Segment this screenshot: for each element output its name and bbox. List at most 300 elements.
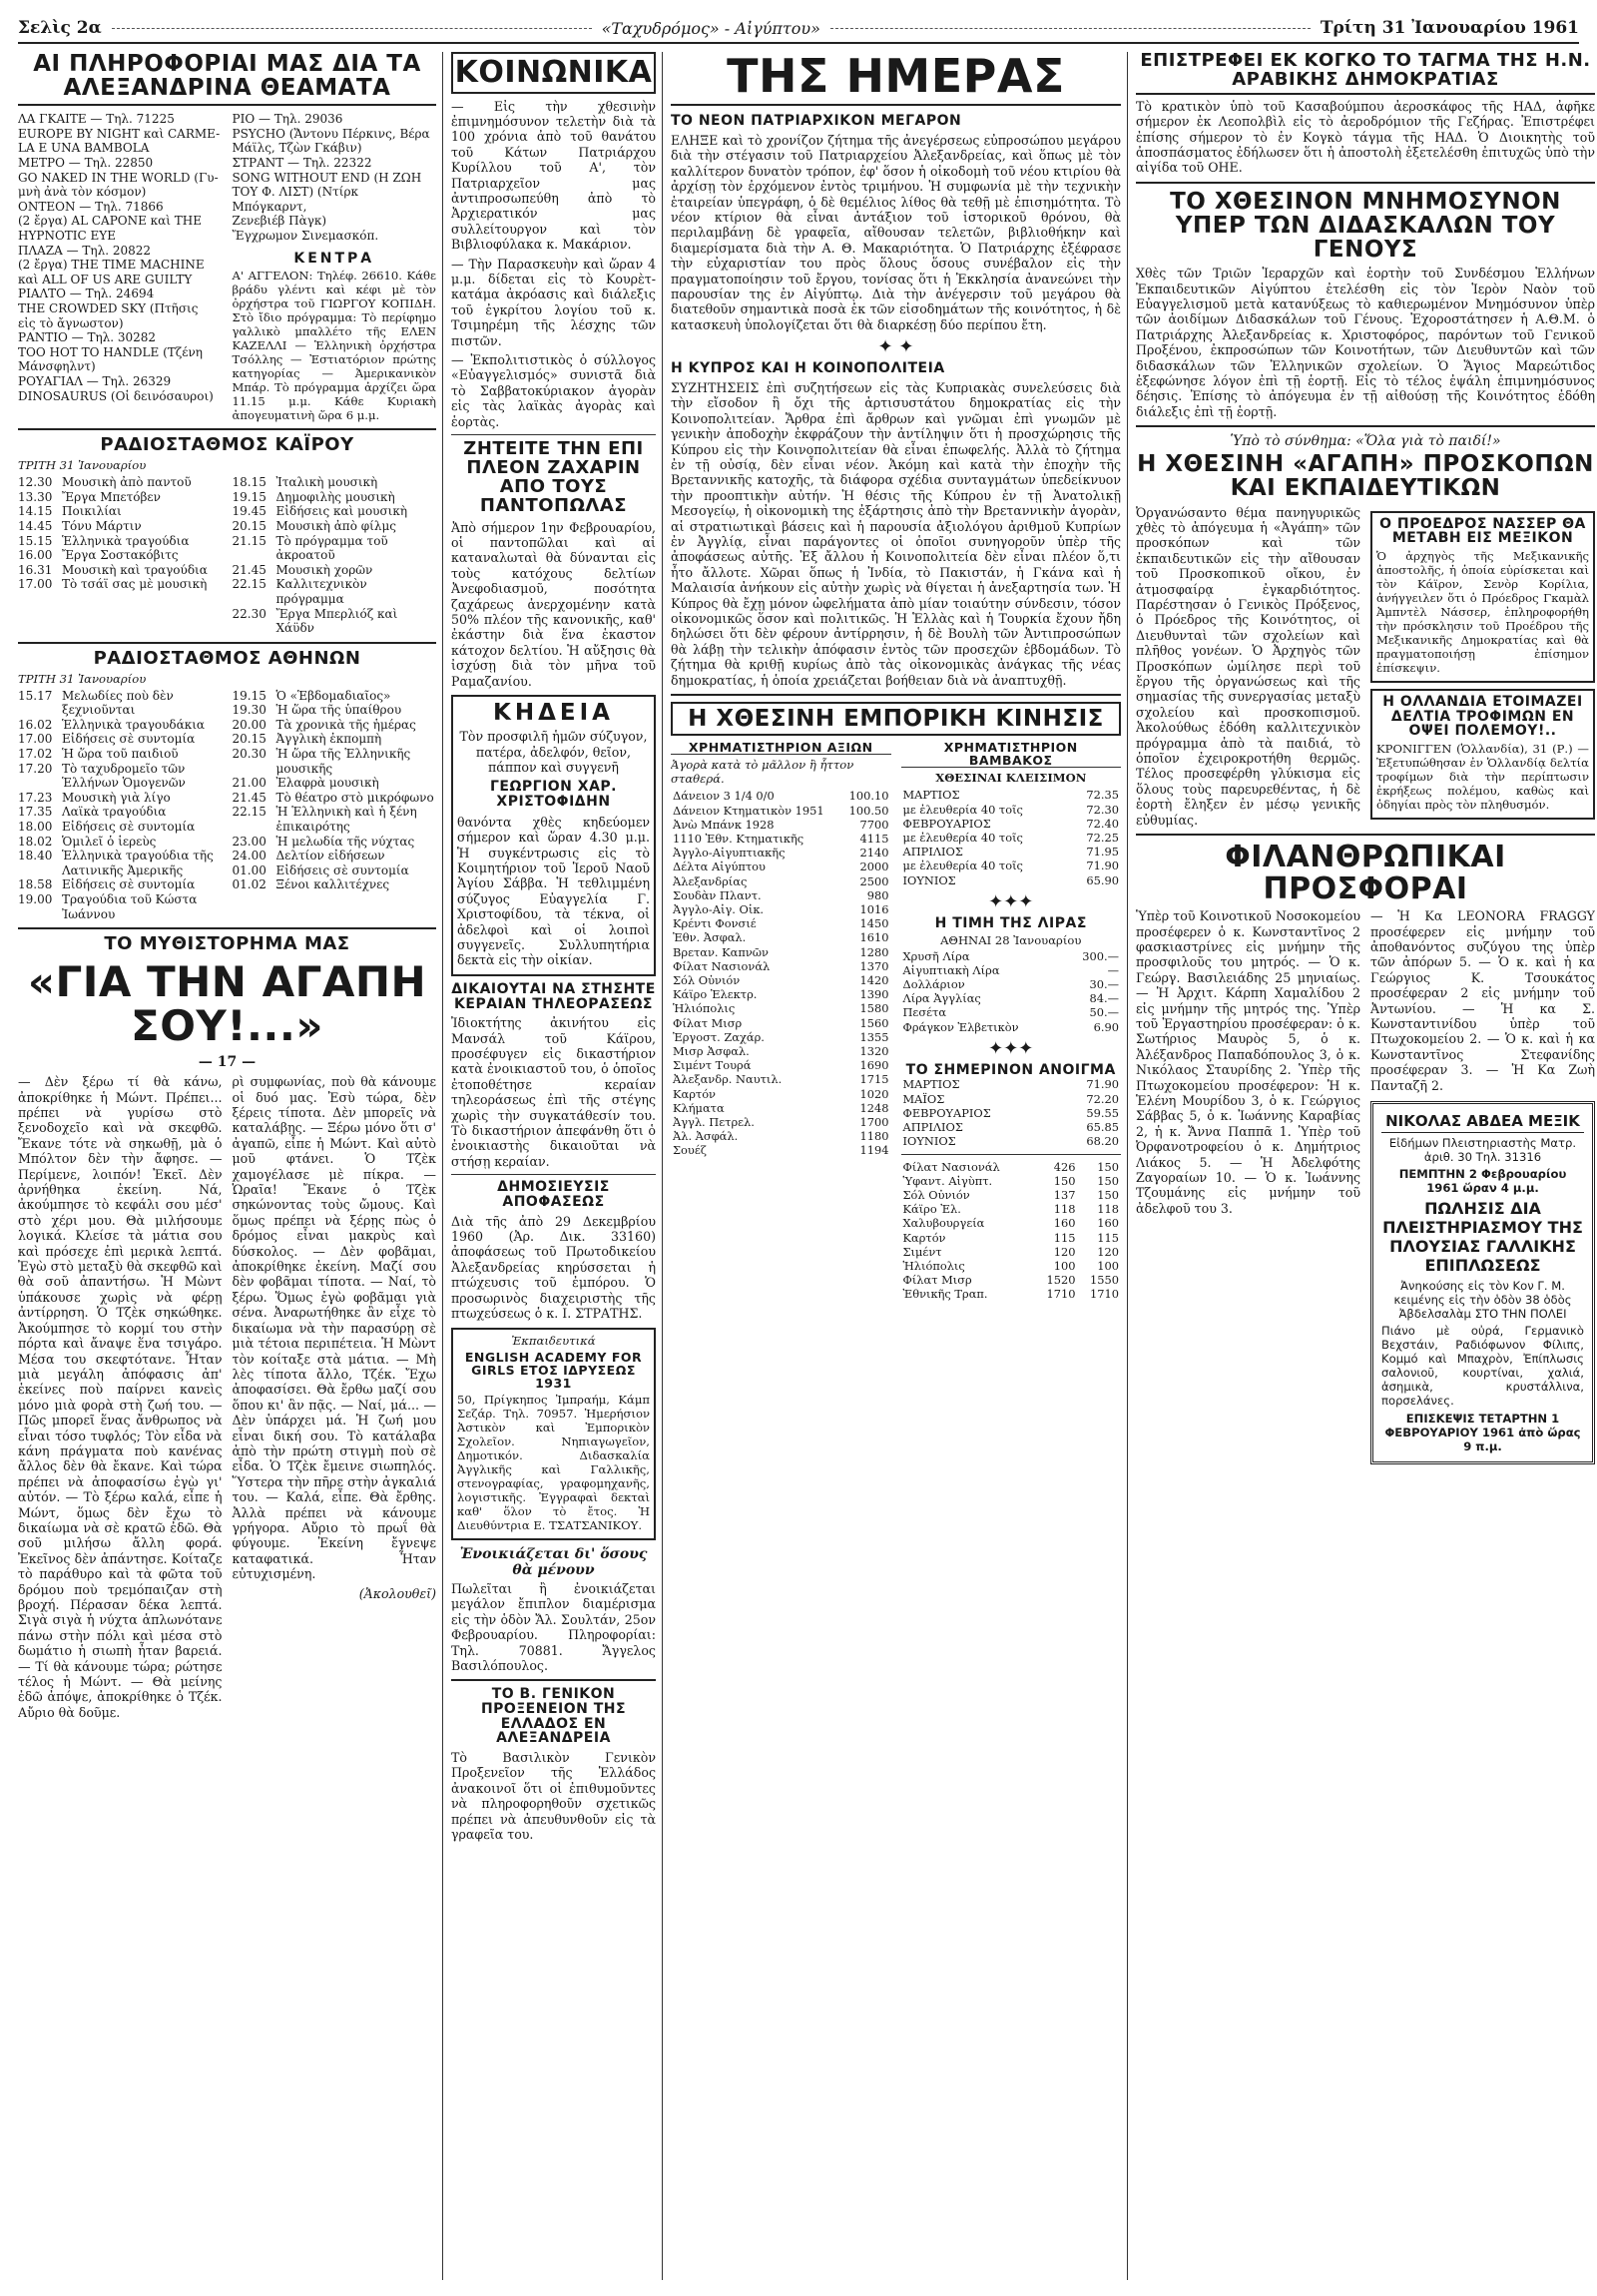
- opening-heading: ΤΟ ΣΗΜΕΡΙΝΟΝ ΑΝΟΙΓΜΑ: [905, 1061, 1116, 1078]
- table-label: Ἐθν. Ἀσφαλ.: [673, 930, 747, 945]
- schedule-program: Ἑλληνικὰ τραγουδάκια: [62, 717, 206, 732]
- schedule-row: [233, 504, 437, 519]
- table-label: Δάνειον 3 1/4 0/0: [673, 789, 775, 804]
- schedule-program: Ἡ ὥρα τοῦ παιδιοῦ: [62, 747, 179, 761]
- holland-text: ΚΡΟΝΙΓΓΕΝ (Ὁλλανδία), 31 (Ρ.) — Ἐξετυπώθησαν ἐν Ὁλλανδίᾳ δελτία τροφίμων διὰ τὴν περίπτωσιν ἐκρήξεως πολέμου, καθὼς καὶ ὁδηγίαι πρὸς τὸν πληθυσμόν.: [1376, 742, 1589, 813]
- schedule-row: [233, 732, 437, 747]
- table-value: 1180: [859, 1129, 889, 1144]
- novel-text-left: — Δὲν ξέρω τί θὰ κάνω, ἀποκρίθηκε ἡ Μώντ. Πρέπει... πρέπει νὰ γυρίσω στὸ ξενοδοχεῖο καὶ νὰ σκεφθῶ. Ἔκανε τότε νὰ σηκωθῇ, μὰ ὁ Μπόλτον δὲν τὴν ἄφησε. — Περίμενε, λοιπόν! Ἐκεῖ. Δὲν ἀρνήθηκα ἐκείνη. Νά, ἀκούμπησε τὸ κεφάλι σου μέσ' στὸ χέρι μου. Θὰ μιλήσουμε λογικά. Κλείσε τὰ μάτια σου καὶ πρόσεχε ἐπὶ μερικὰ λεπτά. Ἐγὼ στὸ μεταξὺ θὰ σκεφθῶ καὶ θὰ σοῦ ἀπαντήσω. Ἡ Μὼντ ὑπάκουσε χωρὶς νὰ φέρῃ ἀντίρρηση. Ὁ Τζὲκ σηκώθηκε. Ἀκούμπησε τὸ κορμί του στὴν πόρτα καὶ ἄναψε ἕνα τσιγάρο. Μέσα του σκεφτότανε. Ἦταν μιὰ μεγάλη ἀπόφασις ἀπ' ἐκείνες ποὺ παίρνει κανεὶς μόνο μιὰ φορὰ στὴ ζωή του. — Πῶς μπορεῖ ἕνας ἄνθρωπος νὰ εἶναι τόσο τυφλός; Τὸν εἶδα νὰ κάνη πράγματα ποὺ κανένας ἄλλος δὲν θὰ ἔκανε. Καὶ τώρα πρέπει νὰ ἀποφασίσω ἐγὼ γι' αὐτόν. — Τὸ ξέρω καλά, εἶπε ἡ Μώντ, ὅμως δὲν ἔχω τὸ δικαίωμα νὰ σὲ κρατῶ ἐδῶ. Θὰ σοῦ μιλήσω ἄλλη φορά. Ἐκεῖνος δὲν ἀπάντησε. Κοίταζε τὸ παράθυρο καὶ τὰ φῶτα τοῦ δρόμου ποὺ τρεμόπαιζαν στὴ βροχή. Πέρασαν δέκα λεπτά. Σιγὰ σιγὰ ἡ νύχτα ἁπλωνότανε πάνω στὴν πόλι καὶ μέσα στὸ δωμάτιο ἡ σιωπὴ ἦταν βαρειά. — Τί θὰ κάνουμε τώρα; ρώτησε τέλος ἡ Μώντ. — Θὰ μείνης ἐδῶ ἀπόψε, ἀποκρίθηκε ὁ Τζέκ. Αὔριο θὰ δοῦμε.: [18, 1074, 223, 1720]
- stock-exchange-heading: ΧΡΗΜΑΤΙΣΤΗΡΙΟΝ ΑΞΙΩΝ: [671, 741, 891, 755]
- charity-right: [1370, 908, 1595, 1464]
- table-label: Ἐθνικῆς Τραπ.: [902, 1287, 988, 1302]
- table-label: Ἡλιόπολις: [902, 1258, 965, 1273]
- table-value: 115: [1097, 1230, 1119, 1245]
- novel-title: «ΓΙΑ ΤΗΝ ΑΓΑΠΗ ΣΟΥ!...»: [27, 957, 427, 1051]
- radio-cairo-list-left: [18, 475, 223, 636]
- schedule-program: Μουσικὴ γιὰ λίγο: [62, 790, 171, 805]
- table-row: [901, 788, 1122, 802]
- table-label: ΙΟΥΝΙΟΣ: [902, 1134, 956, 1149]
- radio-cairo-headline: ΡΑΔΙΟΣΤΑΘΜΟΣ ΚΑΪΡΟΥ: [100, 434, 354, 456]
- schedule-row: [18, 718, 223, 733]
- table-value: 2000: [859, 860, 889, 874]
- schedule-time: 15.15: [18, 533, 53, 548]
- charity-text-left: Ὑπὲρ τοῦ Κοινοτικοῦ Νοσοκομείου προσέφερεν ὁ κ. Κωνσταντῖνος 2 φασκιαστρίνες εἰς μνήμην τῆς προσφιλοῦς του μητρός. — Ὁ κ. Γεώργ. Βασιλειάδης 25 μηνιαίως. — Ἡ Ἀρχιτ. Κάρπη Χαμαλίδου 2 εἰς μνήμην τῆς μητρός της. Ὑπὲρ τοῦ Ἐργαστηρίου προσέφεραν: ὁ κ. Σωτήριος Μαυρὸς 5, ὁ κ. Ἀλέξανδρος Παπαδόπουλος 3, ὁ κ. Νικόλαος Σταυρίδης 2. Ὑπὲρ τῆς Πτωχοκομείου προσέφερον: Ἡ κ. Ἑλένη Μουρίδου 3, ὁ κ. Γεώργιος Σάββας 5, ὁ κ. Ἰωάννης Καραβίας 2, ἡ κ. Ἄννα Παππᾶ 1. Ὑπὲρ τοῦ Ὀρφανοτροφείου ὁ κ. Δημήτριος Λιάκος 5. — Ἡ Ἀδελφότης Ζαγοραίων 10. — Ὁ κ. Ἰωάννης Τζουμάνης εἰς μνήμην τοῦ ἀδελφοῦ του 3.: [1136, 908, 1360, 1216]
- schedule-program: Ὁ «Ἑβδομαδιαῖος»: [275, 688, 391, 703]
- theater-line: SONG WITHOUT END (Η ΖΩΗ: [232, 170, 422, 185]
- table-label: Πεσέτα: [902, 1005, 947, 1020]
- schedule-program: Ποικιλίαι: [62, 504, 122, 519]
- table-value: 160: [1097, 1216, 1119, 1231]
- table-value: 72.30: [1086, 802, 1119, 817]
- table-value: 65.85: [1086, 1120, 1119, 1135]
- schedule-program: Τὸ θέατρο στὸ μικρόφωνο: [275, 790, 434, 805]
- schedule-time: 17.00: [18, 732, 53, 747]
- columns: [18, 52, 1595, 2280]
- antenna-headline: ΔΙΚΑΙΟΥΤΑΙ ΝΑ ΣΤΗΣΗΤΕ ΚΕΡΑΙΑΝ ΤΗΛΕΟΡΑΣΕΩΣ: [451, 980, 656, 1012]
- table-label: Κρέντι Φονσιέ: [673, 916, 757, 931]
- table-label: Φίλατ Μισρ: [902, 1273, 972, 1288]
- commerce-headline: Η ΧΘΕΣΙΝΗ ΕΜΠΟΡΙΚΗ ΚΙΝΗΣΙΣ: [671, 702, 1121, 736]
- schedule-time: 22.15: [232, 577, 266, 592]
- social-text-3: — Ἐκπολιτιστικὸς ὁ σύλλογος «Εὐαγγελισμός» συνιστᾶ διὰ τὸ Σαββατοκύριακον ἀγορὰν εἰς τὰς λαϊκὰς ἀγορὰς καὶ ἑορτὰς.: [451, 352, 656, 429]
- theaters-headline: ΑΙ ΠΛΗΡΟΦΟΡΙΑΙ ΜΑΣ ΔΙΑ ΤΑ ΑΛΕΞΑΝΔΡΙΝΑ ΘΕΑΜΑΤΑ: [18, 52, 436, 106]
- schedule-time: 16.02: [18, 717, 53, 732]
- table-label: Σουδὰν Πλαντ.: [673, 887, 762, 902]
- cotton-exchange-heading: ΧΡΗΜΑΤΙΣΤΗΡΙΟΝ ΒΑΜΒΑΚΟΣ: [901, 741, 1122, 768]
- theaters-list-left: [18, 112, 223, 422]
- schedule-time: 13.30: [18, 489, 53, 504]
- rental-headline: Ἐνοικιάζεται δι' ὅσους θὰ μένουν: [459, 1545, 648, 1578]
- table-label: Φίλατ Νασιονάλ: [673, 958, 771, 973]
- schedule-time: 14.15: [18, 504, 53, 519]
- congo-headline: ΕΠΙΣΤΡΕΦΕΙ ΕΚ ΚΟΓΚΟ ΤΟ ΤΑΓΜΑ ΤΗΣ Η.Ν. ΑΡΑΒΙΚΗΣ ΔΗΜΟΚΡΑΤΙΑΣ: [1136, 52, 1595, 95]
- schedule-program: Εἰδήσεις σὲ συντομία: [62, 819, 196, 834]
- theaters-right: [233, 112, 437, 422]
- table-label: Φίλατ Μισρ: [673, 1015, 743, 1030]
- schedule-time: 17.35: [18, 805, 53, 820]
- table-row: [901, 1287, 1122, 1301]
- schedule-row: [233, 607, 437, 636]
- schedule-row: [233, 490, 437, 505]
- table-value: 1390: [859, 987, 889, 1002]
- schedule-program: Μελωδίες ποὺ δὲν ξεχνιοῦνται: [62, 688, 174, 718]
- schedule-program: Εἰδήσεις καὶ μουσικὴ: [275, 504, 408, 519]
- theater-line: HYPNOTIC EYE: [18, 229, 116, 244]
- radio-athens-headline: ΡΑΔΙΟΣΤΑΘΜΟΣ ΑΘΗΝΩΝ: [93, 647, 361, 669]
- radio-athens-list-left: [18, 689, 223, 922]
- table-label: ΜΑΡΤΙΟΣ: [902, 1077, 960, 1092]
- table-row: [671, 832, 891, 846]
- schedule-time: 18.15: [232, 475, 266, 490]
- cyprus-text: ΣΥΖΗΤΗΣΕΙΣ ἐπὶ συζητήσεων εἰς τὰς Κυπριακὰς συνελεύσεις διὰ τὴν εἴσοδον ἢ ὄχι τῆς ἀρτισυστάτου δημοκρατίας εἰς τὴν Κοινοπολιτείαν. Ἄρθρα ἐπὶ ἄρθρων καὶ γνῶμαι ἐπὶ γνωμῶν μὲ γενικὴν ἀποδοχὴν ἐκφράζουν τὴν ἀντίληψιν ὅτι ἡ προσχώρησις τῆς Κύπρου εἰς τὴν Κοινοπολιτείαν θὰ εἶναι ἐπωφελής. Ἀλλὰ τὸ ζήτημα ἐν τῇ οὐσίᾳ, δὲν εἶναι νέον. Ἀκόμη καὶ κατὰ τὴν ἐποχὴν τῆς Βρεταννικῆς κατοχῆς, τὰ διάφορα σχέδια συνταγμάτων ὑπεδείκνυον τὴν προοπτικὴν αὐτήν. Ἡ θέσις τῆς Κύπρου ἐν τῇ Ἀνατολικῇ Μεσογείῳ, ἡ οἰκονομικὴ της ἐξάρτησις ἀπὸ τὴν Βρεταννικὴν ἀγορὰν, αἱ στρατιωτικαὶ βάσεις καὶ ἡ παρουσία ἀξιολόγου ἀριθμοῦ Κυπρίων ἐν Ἀγγλίᾳ, εἶναι παράγοντες οἱ ὁποῖοι συνηγοροῦν ὑπὲρ τῆς ἀποφάσεως αὐτῆς. Ἐξ ἄλλου ἡ Κοινοπολιτεία δὲν εἶναι πλέον ὅ,τι ἦτο ἄλλοτε. Χῶραι ὅπως ἡ Ἰνδία, τὸ Πακιστάν, ἡ Γκάνα καὶ ἡ Μαλαισία ἀνήκουν εἰς αὐτὴν χωρὶς νὰ θίγεται ἡ ἀνεξαρτησία των. Ἡ Κύπρος θὰ ἔχῃ μόνον ὠφελήματα ἀπὸ μίαν τοιαύτην σύνδεσιν, τόσον οἰκονομικῶς ὅσον καὶ πολιτικῶς. Ἡ Ἑλλὰς καὶ ἡ Τουρκία ἔχουν ἤδη δηλώσει ὅτι δὲν φέρουν ἀντίρρησιν, ἡ δὲ Βουλὴ τῶν Ἀντιπροσώπων θὰ λάβῃ τὴν τελικὴν ἀπόφασιν ἐντὸς τῶν προσεχῶν ἑβδομάδων. Τὸ ζήτημα θὰ κριθῇ κυρίως ἀπὸ τὰς οἰκονομικὰς ἀνάγκας τῆς νέας δημοκρατίας, ἡ ὁποία χρειάζεται βοήθειαν διὰ νὰ ἀναπτυχθῇ.: [671, 379, 1121, 688]
- table-value: 1280: [859, 944, 889, 959]
- table-value: 59.55: [1086, 1105, 1119, 1120]
- theater-line: ΟΝΤΕΟΝ — Τηλ. 71866: [18, 199, 164, 214]
- table-value: 150: [1097, 1173, 1119, 1188]
- radio-athens-list-right: [233, 689, 437, 922]
- schedule-row: [18, 747, 223, 762]
- decision-text: Διὰ τῆς ἀπὸ 29 Δεκεμβρίου 1960 (Ἀρ. Δικ. 33160) ἀποφάσεως τοῦ Πρωτοδικείου Ἀλεξανδρείας κηρύσσεται ἡ πτώχευσις τοῦ ἐμπόρου. Ὁ προσωρινὸς διαχειριστὴς τῆς πτωχεύσεως ὁ κ. Ι. ΣΤΡΑΤΗΣ.: [451, 1213, 656, 1322]
- table-value: 1248: [859, 1100, 889, 1115]
- table-label: Σουέζ: [673, 1143, 707, 1158]
- schedule-row: [233, 849, 437, 863]
- schedule-row: [233, 805, 437, 834]
- schedule-program: Εἰδήσεις σὲ συντομία: [62, 732, 196, 747]
- table-label: 1110 Ἐθν. Κτηματικῆς: [673, 831, 804, 846]
- table-row: [901, 831, 1122, 845]
- schedule-program: Εἰδήσεις σὲ συντομία: [275, 862, 409, 877]
- schedule-program: Ἡ ὥρα τῆς ὑπαίθρου: [275, 703, 402, 718]
- table-row: [671, 860, 891, 873]
- theater-line: εἰς τὸ ἄγνωστον): [18, 315, 124, 330]
- schedule-program: Μουσικὴ καὶ τραγούδια: [62, 562, 208, 577]
- motto: Ὑπὸ τὸ σύνθημα: «Ὅλα γιὰ τὸ παιδί!»: [1230, 433, 1501, 450]
- theater-line: ΡΟΥΑΓΙΑΛ — Τηλ. 26329: [18, 373, 172, 388]
- table-row: [901, 949, 1122, 963]
- table-row: [901, 1020, 1122, 1034]
- table-value: 72.40: [1086, 816, 1119, 831]
- theater-line: ΛΑ ΓΚΑΙΤΕ — Τηλ. 71225: [18, 112, 175, 127]
- social-text-2: — Τὴν Παρασκευὴν καὶ ὥραν 4 μ.μ. δίδεται εἰς τὸ Κουρὲτ-κατάμα ἀκρόασις καὶ διάλεξις τοῦ ἐγκρίτου λογίου τοῦ κ. Τσιμηρέμη τῆς λέσχης τῶν πιστῶν.: [451, 256, 656, 348]
- table-row: [901, 1106, 1122, 1120]
- table-label: Καρτόν: [673, 1086, 716, 1101]
- schedule-row: [18, 548, 223, 563]
- ornament: ✦✦✦: [988, 1037, 1034, 1059]
- holland-headline: Η ΟΛΛΑΝΔΙΑ ΕΤΟΙΜΑΖΕΙ ΔΕΛΤΙΑ ΤΡΟΦΙΜΩΝ ΕΝ ΟΨΕΙ ΠΟΛΕΜΟΥ!..: [1382, 693, 1583, 740]
- schedule-time: 01.02: [232, 877, 266, 892]
- theater-line: PSYCHO (Ἄντονυ Πέρκινς, Βέρα: [232, 126, 430, 141]
- schedule-program: Ἀγγλικὴ ἐκπομπὴ: [275, 732, 382, 747]
- table-row: [901, 977, 1122, 991]
- column-4: [1136, 52, 1595, 2280]
- table-value: 115: [1053, 1230, 1076, 1245]
- schedule-time: 22.15: [232, 805, 266, 820]
- table-value: —: [1107, 962, 1119, 977]
- schedule-row: [233, 747, 437, 776]
- schedule-row: [18, 820, 223, 835]
- schedule-time: 18.00: [18, 819, 53, 834]
- pound-heading: Η ΤΙΜΗ ΤΗΣ ΛΙΡΑΣ: [934, 914, 1087, 931]
- schedule-row: [18, 577, 223, 592]
- auction-license: Εἰδήμων Πλειστηριαστὴς Ματρ. ἀριθ. 30 Τηλ. 31316: [1388, 1135, 1577, 1164]
- table-row: [671, 1129, 891, 1143]
- consulate-text: Τὸ Βασιλικὸν Γενικὸν Προξενεῖον τῆς Ἑλλάδος ἀνακοινοῖ ὅτι οἱ ἐπιθυμοῦντες νὰ πληροφορηθοῦν σχετικῶς πρέπει νὰ ἀπευθυνθοῦν εἰς τὰ γραφεῖα του.: [451, 1750, 656, 1843]
- theater-line: ΣΤΡΑΝΤ — Τηλ. 22322: [232, 156, 372, 171]
- theater-line: GO NAKED IN THE WORLD (Γυ-: [18, 170, 219, 185]
- table-row: [671, 804, 891, 818]
- table-value: 2500: [859, 873, 889, 888]
- auction-advert: [1370, 1101, 1595, 1464]
- table-value: 1715: [859, 1072, 889, 1087]
- table-row: [671, 846, 891, 860]
- table-label: Αἰγυπτιακὴ Λίρα: [902, 962, 1000, 977]
- auction-place: Ἀνηκούσης εἰς τὸν Κον Γ. Μ. κειμένης εἰς τὴν ὁδὸν 38 ὁδὸς Ἀβδελσαλὰμ ΣΤΟ ΤΗΝ ΠΟΛΕΙ: [1393, 1278, 1572, 1321]
- table-value: 100.10: [848, 789, 889, 804]
- schedule-time: 20.30: [232, 747, 266, 761]
- table-label: Μισρ Ἀσφαλ.: [673, 1044, 750, 1058]
- schedule-program: Λαϊκὰ τραγούδια: [62, 805, 167, 820]
- table-label: Βρεταν. Καπνῶν: [673, 944, 769, 959]
- schedule-time: 19.45: [232, 504, 266, 519]
- schedule-time: 19.15: [232, 688, 266, 703]
- theater-line: Ἔγχρωμον Σινεμασκόπ.: [232, 229, 379, 244]
- schedule-row: [18, 849, 223, 877]
- table-row: [671, 1058, 891, 1072]
- table-row: [671, 987, 891, 1001]
- memorial-headline: ΤΟ ΧΘΕΣΙΝΟΝ ΜΝΗΜΟΣΥΝΟΝ ΥΠΕΡ ΤΩΝ ΔΙΔΑΣΚΑΛΩΝ ΤΟΥ ΓΕΝΟΥΣ: [1170, 188, 1561, 264]
- schedule-program: Τὸ ταχυδρομεῖο τῶν Ἑλλήνων Ὁμογενῶν: [62, 761, 186, 791]
- table-label: Ὑφαντ. Αἰγὺπτ.: [902, 1173, 993, 1188]
- funeral-notice: [451, 695, 656, 976]
- table-value: 100: [1097, 1258, 1119, 1273]
- school-name: ENGLISH ACADEMY FOR GIRLS ΕΤΟΣ ΙΔΡΥΣΕΩΣ 1931: [464, 1349, 643, 1391]
- schedule-row: [233, 877, 437, 892]
- table-value: 1580: [859, 1001, 889, 1016]
- schedule-program: Καλλιτεχνικὸν πρόγραμμα: [275, 577, 367, 606]
- table-label: Ἀγγλ. Πετρελ.: [673, 1115, 755, 1130]
- radio-cairo-date: ΤΡΙΤΗ 31 Ἰανουαρίου: [18, 458, 147, 473]
- schedule-row: [233, 689, 437, 704]
- column-3: [671, 52, 1128, 2280]
- schedule-time: 21.00: [232, 776, 266, 791]
- table-row: [901, 1134, 1122, 1148]
- table-value: 120: [1053, 1244, 1076, 1259]
- theaters-list-right: [233, 112, 437, 243]
- table-label: ΜΑΡΤΙΟΣ: [902, 788, 960, 803]
- cotton-exchange-sub: ΧΘΕΣΙΝΑΙ ΚΛΕΙΣΙΜΟΝ: [935, 771, 1087, 786]
- table-value: 1450: [859, 916, 889, 931]
- table-label: με ἐλευθερία 40 τοῖς: [902, 831, 1023, 846]
- table-label: ΜΑΪΟΣ: [902, 1091, 945, 1106]
- opening-list-table: [901, 1160, 1122, 1302]
- funeral-name: ΓΕΩΡΓΙΟΝ ΧΑΡ. ΧΡΙΣΤΟΦΙΔΗΝ: [490, 779, 617, 811]
- column-1: [18, 52, 443, 2280]
- table-row: [901, 1216, 1122, 1230]
- table-row: [671, 818, 891, 832]
- radio-athens-schedule: [18, 689, 436, 922]
- schedule-program: Δελτίον εἰδήσεων: [275, 849, 385, 863]
- schedule-row: [233, 718, 437, 733]
- rental-text: Πωλεῖται ἢ ἐνοικιάζεται μεγάλον ἔπιπλον διαμέρισμα εἰς τὴν ὁδὸν Ἄλ. Σουλτάν, 25ον Φεβρουαρίου. Πληροφορίαι: Τηλ. 70881. Ἄγγελος Βασιλόπουλος.: [451, 1580, 656, 1673]
- kentra-text: Α' ΑΓΓΕΛΟΝ: Τηλέφ. 26610. Κάθε βράδυ γλέντι καὶ κέφι μὲ τὸν ὀρχήστρα τοῦ ΓΙΩΡΓΟΥ ΚΟΠΙΔΗ. Στὸ ἴδιο πρόγραμμα: Τὸ περίφημο γαλλικὸ μπαλλέτο τῆς ΕΛΕΝ ΚΑΖΕΛΛΙ — Ἑλληνικὴ ὀρχήστρα Τσόλλης — Ἐστιατόριον πρώτης κατηγορίας — Ἀμερικανικὸν Μπάρ. Τὸ πρόγραμμα ἀρχίζει ὥρα 11.15 μ.μ. Κάθε Κυριακὴ ἀπογευματινὴ ὥρα 6 μ.μ.: [232, 269, 436, 423]
- schedule-program: Ἔργα Σοστακόβιτς: [62, 548, 179, 563]
- schedule-program: Δημοφιλὴς μουσικὴ: [275, 489, 395, 504]
- nasser-box: [1370, 511, 1595, 683]
- table-row: [671, 902, 891, 916]
- schedule-row: [233, 534, 437, 563]
- schedule-time: 17.23: [18, 790, 53, 805]
- table-value: 1550: [1090, 1273, 1119, 1288]
- novel-text-right: ρὶ συμφωνίας, ποὺ θὰ κάνουμε οἱ δυό μας. Ἐσὺ τώρα, δὲν ξέρεις τίποτα. Δὲν μπορεῖς νὰ καταλάβῃς. — Ξέρω μόνο ὅτι σ' ἀγαπῶ, εἶπε ἡ Μώντ. Καὶ αὐτὸ μοῦ φτάνει. Ὁ Τζὲκ χαμογέλασε μὲ πίκρα. — Ὡραῖα! Ἔκανε ὁ Τζὲκ σηκώνοντας τοὺς ὤμους. Καὶ ὅμως πρέπει νὰ ξέρῃς πὼς ὁ δρόμος εἶναι μακρὺς καὶ δύσκολος. — Δὲν φοβᾶμαι, ἀποκρίθηκε ἐκείνη. Μαζί σου δὲν φοβᾶμαι τίποτα. — Ναί, τὸ ξέρω. Ὅμως ἐγὼ φοβᾶμαι γιὰ σένα. Ἀναρωτήθηκε ἂν εἶχε τὸ δικαίωμα νὰ τὴν παρασύρῃ σὲ μιὰ τέτοια περιπέτεια. Ἡ Μὼντ τὸν κοίταξε στὰ μάτια. — Μὴ λὲς τίποτα ἄλλο, Τζέκ. Ἔχω ἀποφασίσει. Θὰ ἔρθω μαζί σου ὅπου κι' ἂν πᾷς. — Ναί, μά... — Δὲν ὑπάρχει μά. Ἡ ζωή μου εἶναι δική σου. Τὸ κατάλαβα ἀπὸ τὴν πρώτη στιγμὴ ποὺ σὲ εἶδα. Ὁ Τζὲκ ἔμεινε σιωπηλός. Ὕστερα τὴν πῆρε στὴν ἀγκαλιά του. — Καλά, εἶπε. Θὰ ἔρθης. Ἀλλὰ πρέπει νὰ κάνουμε γρήγορα. Αὔριο τὸ πρωΐ θὰ φύγουμε. Ἐκείνη ἔγνεψε καταφατικά. Ἦταν εὐτυχισμένη.: [232, 1074, 436, 1582]
- radio-cairo-list-right: [233, 475, 437, 636]
- table-row: [901, 1092, 1122, 1106]
- theater-line: ΡΙΟ — Τηλ. 29036: [232, 112, 343, 127]
- table-label: Ἀλ. Ἀσφάλ.: [673, 1129, 739, 1144]
- table-label: Κλήματα: [673, 1100, 725, 1115]
- table-value: 1560: [859, 1015, 889, 1030]
- newspaper-name: «Ταχυδρόμος» - Αἰγύπτου»: [601, 18, 820, 38]
- table-label: με ἐλευθερία 40 τοῖς: [902, 859, 1023, 873]
- decision-headline: ΔΗΜΟΣΙΕΥΣΙΣ ΑΠΟΦΑΣΕΩΣ: [497, 1179, 610, 1210]
- theater-line: καὶ ALL OF US ARE GUILTY: [18, 272, 193, 287]
- table-label: Χρυσῆ Λίρα: [902, 948, 970, 963]
- schedule-program: Μουσικὴ χορῶν: [275, 562, 373, 577]
- stock-table: [671, 789, 891, 1157]
- schedule-program: Εἰδήσεις σὲ συντομία: [62, 877, 196, 892]
- theater-line: Ζενεβιέβ Πὰγκ): [232, 214, 327, 229]
- cotton-table: [901, 788, 1122, 886]
- schedule-row: [18, 732, 223, 747]
- table-row: [671, 1115, 891, 1129]
- table-label: ΙΟΥΝΙΟΣ: [902, 872, 956, 887]
- table-row: [671, 888, 891, 902]
- column-2: [451, 52, 663, 2280]
- table-row: [901, 1077, 1122, 1091]
- schedule-program: Ξένοι καλλιτέχνες: [275, 877, 390, 892]
- schedule-time: 23.00: [232, 834, 266, 849]
- theater-line: ΡΑΝΤΙΟ — Τηλ. 30282: [18, 330, 157, 345]
- schedule-time: 22.30: [232, 606, 266, 621]
- table-value: 1016: [859, 901, 889, 916]
- table-value: 150: [1097, 1187, 1119, 1202]
- table-row: [671, 1044, 891, 1058]
- theater-line: ΠΛΑΖΑ — Τηλ. 20822: [18, 243, 152, 258]
- auction-auctioneer: ΝΙΚΟΛΑΣ ΑΒΔΕΑ ΜΕΞΙΚ: [1381, 1112, 1584, 1133]
- schedule-row: [18, 892, 223, 921]
- schedule-row: [18, 475, 223, 490]
- auction-visit: ΕΠΙΣΚΕΨΙΣ ΤΕΤΑΡΤΗΝ 1 ΦΕΒΡΟΥΑΡΙΟΥ 1961 ἀπὸ ὥρας 9 π.μ.: [1384, 1411, 1581, 1453]
- social-headline: ΚΟΙΝΩΝΙΚΑ: [451, 52, 656, 94]
- table-value: 72.25: [1086, 831, 1119, 846]
- schedule-row: [18, 805, 223, 820]
- table-value: 118: [1053, 1202, 1076, 1217]
- table-value: 1710: [1046, 1287, 1076, 1302]
- table-row: [671, 1016, 891, 1030]
- table-row: [901, 1231, 1122, 1245]
- schedule-row: [233, 835, 437, 850]
- schedule-program: Ἡ Ἑλληνικὴ καὶ ἡ ξένη ἐπικαιρότης: [275, 805, 417, 834]
- stock-exchange-intro: Ἀγορὰ κατὰ τὸ μᾶλλον ἢ ἧττον σταθερά.: [671, 758, 854, 787]
- schedule-time: 21.45: [232, 790, 266, 805]
- consulate-headline: ΤΟ Β. ΓΕΝΙΚΟΝ ΠΡΟΞΕΝΕΙΟΝ ΤΗΣ ΕΛΛΑΔΟΣ ΕΝ ΑΛΕΞΑΝΔΡΕΙΑ: [480, 1686, 627, 1747]
- table-value: 30.—: [1089, 976, 1119, 991]
- theater-line: ΜΕΤΡΟ — Τηλ. 22850: [18, 156, 154, 171]
- schedule-time: 17.00: [18, 577, 53, 592]
- schedule-time: 21.45: [232, 562, 266, 577]
- table-label: Λίρα Ἀγγλίας: [902, 991, 981, 1006]
- theater-line: μνὴ ἀνὰ τὸν κόσμον): [18, 185, 147, 200]
- table-row: [901, 873, 1122, 887]
- auction-date: ΠΕΜΠΤΗΝ 2 Φεβρουαρίου 1961 ὥραν 4 μ.μ.: [1398, 1166, 1567, 1195]
- theater-line: (2 ἔργα) THE TIME MACHINE: [18, 258, 205, 273]
- funeral-heading: ΚΗΔΕΙΑ: [493, 700, 614, 727]
- table-row: [901, 859, 1122, 872]
- novel-right: [233, 1074, 437, 1720]
- markets: [671, 741, 1121, 1301]
- theater-line: EUROPE BY NIGHT καὶ CARME-: [18, 126, 221, 141]
- antenna-text: Ἰδιοκτήτης ἀκινήτου εἰς Μανσάλ τοῦ Κάϊρου, προσέφυγεν εἰς δικαστήριον κατὰ ἐνοικιαστοῦ του, ὁ ὁποῖος ἐτοποθέτησε κεραίαν τηλεοράσεως ἐπὶ τῆς στέγης χωρὶς τὴν συγκατάθεσίν του. Τὸ δικαστήριον ἀπεφάνθη ὅτι ὁ ἐνοικιαστὴς δικαιοῦται νὰ στήσῃ κεραίαν.: [451, 1015, 656, 1169]
- table-label: Ἐργοστ. Ζαχάρ.: [673, 1029, 765, 1044]
- table-label: Φράγκον Ἑλβετικὸν: [902, 1019, 1019, 1034]
- schedule-row: [18, 835, 223, 850]
- scouts-headline: Η ΧΘΕΣΙΝΗ «ΑΓΑΠΗ» ΠΡΟΣΚΟΠΩΝ ΚΑΙ ΕΚΠΑΙΔΕΥΤΙΚΩΝ: [1137, 451, 1594, 502]
- table-row: [901, 1120, 1122, 1134]
- novel-continue: (Ἀκολουθεῖ): [358, 1585, 436, 1601]
- table-row: [671, 916, 891, 930]
- table-label: Καρτόν: [902, 1230, 946, 1245]
- schedule-time: 01.00: [232, 862, 266, 877]
- cotton-exchange: [901, 741, 1122, 1301]
- pound-table: [901, 949, 1122, 1034]
- schedule-time: 15.17: [18, 688, 53, 703]
- table-row: [671, 1087, 891, 1101]
- table-row: [671, 874, 891, 888]
- table-row: [671, 945, 891, 959]
- page-number: Σελὶς 2α: [18, 18, 102, 38]
- theater-line: LA E UNA BAMBOLA: [18, 141, 150, 156]
- schedule-time: 19.30: [232, 703, 266, 718]
- schedule-time: 20.00: [232, 717, 266, 732]
- table-row: [901, 845, 1122, 859]
- schedule-time: 19.00: [18, 891, 53, 906]
- table-row: [901, 963, 1122, 977]
- table-row: [671, 1101, 891, 1115]
- congo-text: Τὸ κρατικὸν ὑπὸ τοῦ Κασαβούμπου ἀεροσκάφος τῆς ΗΑΔ, ἀφῆκε σήμερον ἐκ Λεοπολβὶλ εἰς τὸ ἀεροδρόμιον τῆς Γεζήρας. Ἐπιστρέφει ἐπίσης σήμερον τὸ ἐν Κογκὸ τάγμα τῆς ΗΑΔ. Ὁ Διοικητὴς τοῦ ἀποσπάσματος ἐδήλωσεν ὅτι ἡ ἀποστολὴ ἐξετελέσθη ἐπιτυχῶς ὑπὸ τὴν αἰγίδα τοῦ ΟΗΕ.: [1136, 98, 1595, 176]
- table-label: Ἀλεξανδρ. Ναυτιλ.: [673, 1072, 783, 1087]
- theater-line: THE CROWDED SKY (Πτῆσις: [18, 301, 199, 315]
- schedule-time: 19.15: [232, 489, 266, 504]
- masthead: [18, 14, 1579, 44]
- table-row: [671, 1001, 891, 1015]
- table-label: Δέλτα Αἰγύπτου: [673, 860, 766, 874]
- table-row: [901, 1202, 1122, 1216]
- day-headline: ΤΗΣ ΗΜΕΡΑΣ: [671, 52, 1121, 106]
- table-value: 68.20: [1086, 1134, 1119, 1149]
- table-row: [901, 817, 1122, 831]
- schedule-time: 14.45: [18, 518, 53, 533]
- schedule-program: Ἔργα Μπετόβεν: [62, 489, 161, 504]
- schedule-row: [233, 863, 437, 878]
- table-value: 1370: [859, 958, 889, 973]
- stock-exchange: [671, 741, 891, 1301]
- schedule-row: [233, 563, 437, 578]
- table-row: [671, 1072, 891, 1086]
- schedule-row: [233, 776, 437, 791]
- table-row: [901, 1174, 1122, 1188]
- table-row: [901, 1259, 1122, 1273]
- theater-line: Μάϊλς, Τζὼν Γκάβιν): [232, 141, 362, 156]
- table-value: 1355: [859, 1029, 889, 1044]
- table-value: 1194: [859, 1143, 889, 1158]
- table-row: [901, 1273, 1122, 1287]
- schedule-row: [233, 519, 437, 534]
- table-value: 65.90: [1086, 872, 1119, 887]
- schedule-program: Ἑλληνικὰ τραγούδια τῆς Λατινικῆς Ἀμερικῆς: [62, 849, 214, 877]
- schedule-program: Τραγούδια τοῦ Κώστα Ἰωάννου: [62, 891, 198, 921]
- schedule-row: [18, 534, 223, 549]
- schedule-row: [18, 877, 223, 892]
- schedule-time: 18.58: [18, 877, 53, 892]
- theater-line: DINOSAURUS (Οἱ δεινόσαυροι): [18, 388, 214, 403]
- radio-cairo-schedule: [18, 475, 436, 636]
- schedule-time: 12.30: [18, 475, 53, 490]
- kentra-heading: ΚΕΝΤΡΑ: [293, 250, 375, 267]
- nasser-text: Ὁ ἀρχηγὸς τῆς Μεξικανικῆς ἀποστολῆς, ἡ ὁποία εὑρίσκεται καὶ τὸν Κάϊρον, Σενὸρ Κορίλια, ἀνήγγειλεν ὅτι ὁ Πρόεδρος Γκαμὰλ Ἀμπντὲλ Νάσσερ, ἐπληροφορήθη τὴν πρόσκλησιν τοῦ Προέδρου τῆς Μεξικανικῆς Δημοκρατίας καὶ θὰ πραγματοποιήσῃ ἐπίσημον ἐπίσκεψιν.: [1376, 548, 1589, 675]
- patriarchate-headline: ΤΟ ΝΕΟΝ ΠΑΤΡΙΑΡΧΙΚΟΝ ΜΕΓΑΡΟΝ: [671, 113, 962, 130]
- table-row: [671, 973, 891, 987]
- table-value: 4115: [859, 831, 889, 846]
- schedule-row: [18, 490, 223, 505]
